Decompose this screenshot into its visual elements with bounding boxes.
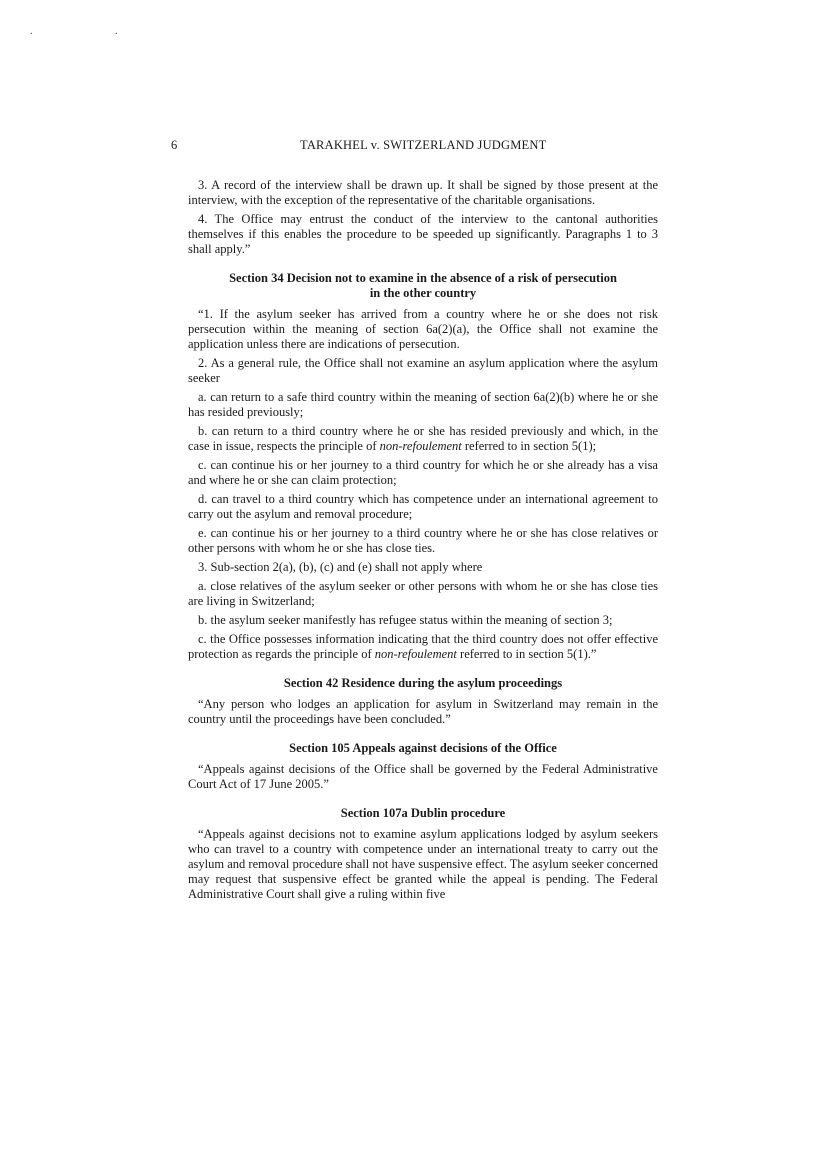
heading-section-105: Section 105 Appeals against decisions of the Office [289, 741, 557, 755]
heading-section-34-line2: in the other country [369, 286, 477, 300]
item-3c-text-start: c. the Office possesses information indicating that the third country does not offer effective protection as regards the principle of [188, 632, 658, 661]
section-34-item-3a: a. close relatives of the asylum seeker or other persons with whom he or she has close ties are living in Switzerland; [188, 579, 658, 608]
section-42-text: “Any person who lodges an application for asylum in Switzerland may remain in the country until the proceedings have been concluded.” [188, 697, 658, 726]
item-2b-text-end: referred to in section 5(1); [461, 439, 597, 453]
paragraph-record-interview: 3. A record of the interview shall be drawn up. It shall be signed by those present at the interview, with the exception of the representative of the charitable organisations. [188, 178, 658, 207]
section-34-item-2a: a. can return to a safe third country within the meaning of section 6a(2)(b) where he or she has resided previously; [188, 390, 658, 419]
heading-section-34 [188, 271, 658, 301]
running-header: TARAKHEL v. SWITZERLAND JUDGMENT [300, 138, 547, 152]
section-34-item-2e: e. can continue his or her journey to a third country where he or she has close relatives or other persons with whom he or she has close ties. [188, 526, 658, 555]
heading-section-42: Section 42 Residence during the asylum proceedings [283, 676, 563, 690]
section-105-text: “Appeals against decisions of the Office shall be governed by the Federal Administrative Court Act of 17 June 2005.” [188, 762, 658, 791]
section-34-item-3c [188, 632, 658, 662]
paragraph-cantonal-authorities: 4. The Office may entrust the conduct of the interview to the cantonal authorities themselves if this enables the procedure to be speeded up significantly. Paragraphs 1 to 3 shall apply.” [188, 212, 658, 256]
item-3c-text-end: referred to in section 5(1).” [456, 647, 597, 661]
document-body [188, 178, 658, 906]
section-34-item-2d: d. can travel to a third country which has competence under an international agreement to carry out the asylum and removal procedure; [188, 492, 658, 521]
section-34-subsection-2: 2. As a general rule, the Office shall not examine an asylum application where the asylum seeker [188, 356, 658, 385]
margin-marks: . . [30, 26, 158, 37]
section-34-item-2c: c. can continue his or her journey to a third country for which he or she already has a visa and where he or she can claim protection; [188, 458, 658, 487]
item-3c-italic-term: non-refoulement [374, 647, 457, 661]
section-107a-text: “Appeals against decisions not to examine asylum applications lodged by asylum seekers who can travel to a country with competence under an international treaty to carry out the asylum and removal procedure shall not have suspensive effect. The asylum seeker concerned may request that suspensive effect be granted while the appeal is pending. The Federal Administrative Court shall give a ruling within five [188, 827, 658, 901]
item-2b-text-start: b. can return to a third country where he or she has resided previously and which, in the case in issue, respects the principle of [188, 424, 658, 453]
section-34-subsection-3: 3. Sub-section 2(a), (b), (c) and (e) shall not apply where [198, 560, 483, 574]
section-34-item-3b: b. the asylum seeker manifestly has refugee status within the meaning of section 3; [198, 613, 613, 627]
page-number: 6 [171, 138, 178, 152]
heading-section-34-line1: Section 34 Decision not to examine in the absence of a risk of persecution [229, 271, 617, 285]
section-34-item-2b [188, 424, 658, 454]
item-2b-italic-term: non-refoulement [379, 439, 462, 453]
heading-section-107a: Section 107a Dublin procedure [340, 806, 506, 820]
section-34-subsection-1: “1. If the asylum seeker has arrived from a country where he or she does not risk persecution within the meaning of section 6a(2)(a), the Office shall not examine the application unless there are indications of persecution. [188, 307, 658, 351]
